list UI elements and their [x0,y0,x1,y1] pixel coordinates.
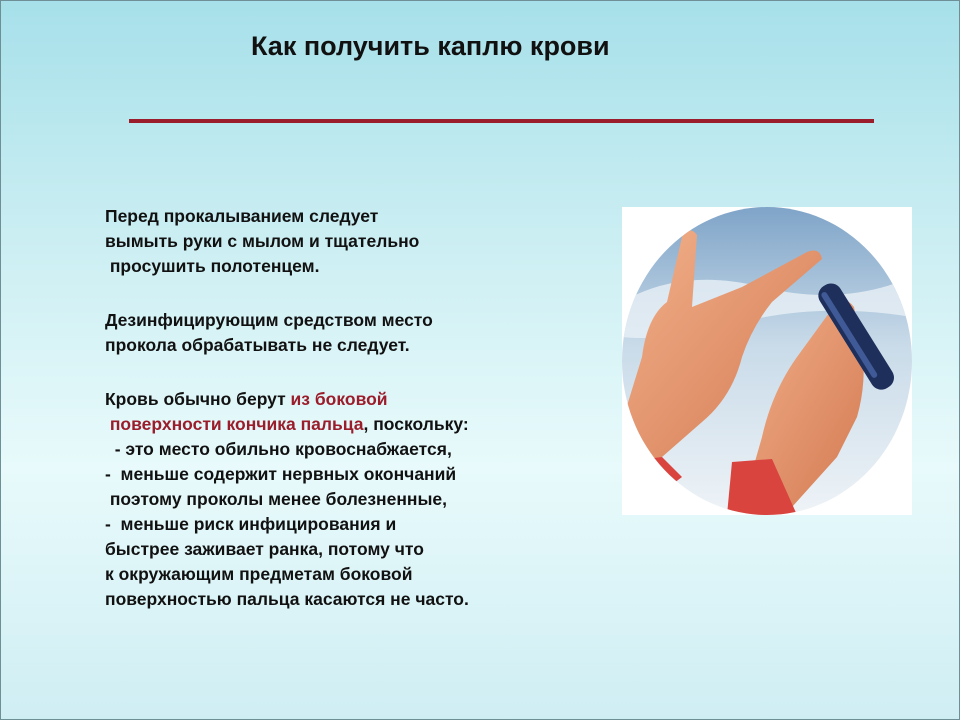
title-divider [129,119,874,123]
text-line [105,387,469,412]
text-line: Перед прокалыванием следует [105,206,379,226]
text-line: - это место обильно кровоснабжается, [105,439,452,459]
text-line: - меньше риск инфицирования и [105,514,397,534]
text-line: быстрее заживает ранка, потому что [105,539,424,559]
text-line: прокола обрабатывать не следует. [105,335,410,355]
text-line: поверхностью пальца касаются не часто. [105,589,469,609]
paragraph-hand-washing [105,204,419,279]
finger-prick-photo [622,207,912,515]
text-line: просушить полотенцем. [105,256,320,276]
intro-end-text: , поскольку: [363,414,469,434]
highlight-text: поверхности кончика пальца [105,414,364,434]
text-line: вымыть руки с мылом и тщательно [105,231,420,251]
paragraph-puncture-site [105,387,469,612]
intro-text: Кровь обычно берут [105,389,291,409]
text-line: - меньше содержит нервных окончаний [105,464,457,484]
text-line: Дезинфицирующим средством место [105,310,433,330]
highlight-text: из боковой [290,389,388,409]
slide-title: Как получить каплю крови [251,31,610,61]
text-line: к окружающим предметам боковой [105,564,413,584]
text-line [105,412,469,437]
text-line: поэтому проколы менее болезненные, [105,489,448,509]
paragraph-disinfection [105,308,433,358]
